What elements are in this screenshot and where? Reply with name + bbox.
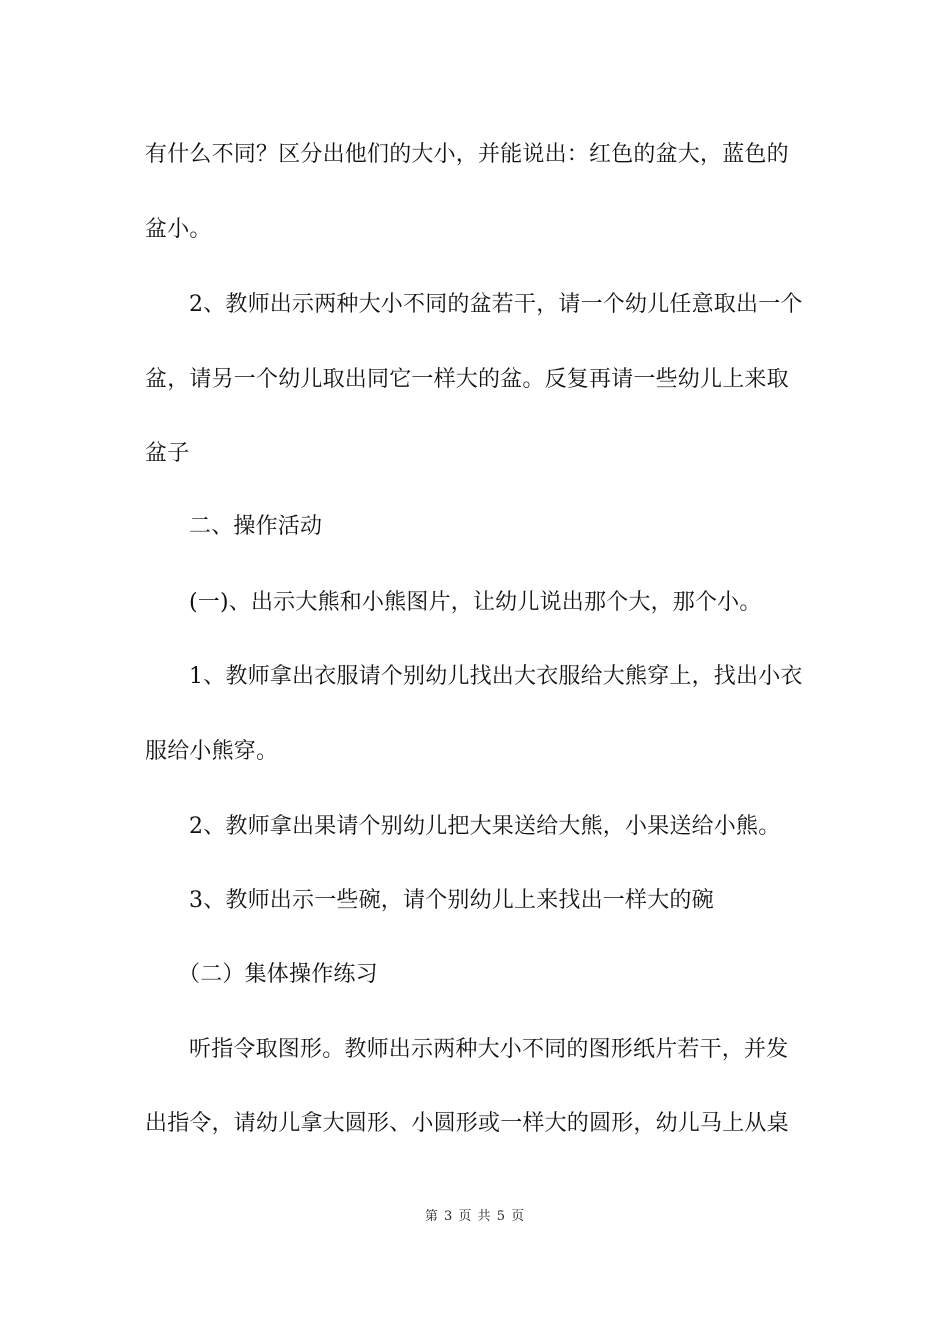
paragraph-line: 盆，请另一个幼儿取出同它一样大的盆。反复再请一些幼儿上来取 (145, 367, 789, 392)
paragraph-line: 服给小熊穿。 (145, 739, 279, 764)
paragraph-line: 有什么不同？区分出他们的大小，并能说出：红色的盆大，蓝色的 (145, 142, 789, 167)
paragraph-line: 2、教师出示两种大小不同的盆若干，请一个幼儿任意取出一个 (189, 292, 803, 317)
paragraph-line: 盆子 (145, 441, 190, 466)
paragraph-line: 1、教师拿出衣服请个别幼儿找出大衣服给大熊穿上，找出小衣 (189, 664, 803, 689)
section-heading: 二、操作活动 (189, 514, 323, 539)
paragraph-line: 盆小。 (145, 217, 212, 242)
paragraph-line: 出指令，请幼儿拿大圆形、小圆形或一样大的圆形，幼儿马上从桌 (145, 1111, 789, 1136)
paragraph-line: 3、教师出示一些碗，请个别幼儿上来找出一样大的碗 (189, 888, 714, 913)
subsection-heading: (一)、出示大熊和小熊图片，让幼儿说出那个大，那个小。 (189, 590, 762, 615)
subsection-heading: （二）集体操作练习 (178, 962, 378, 987)
paragraph-line: 2、教师拿出果请个别幼儿把大果送给大熊，小果送给小熊。 (189, 814, 781, 839)
paragraph-line: 听指令取图形。教师出示两种大小不同的图形纸片若干，并发 (189, 1037, 789, 1062)
page-number-footer: 第 3 页 共 5 页 (424, 1209, 526, 1224)
